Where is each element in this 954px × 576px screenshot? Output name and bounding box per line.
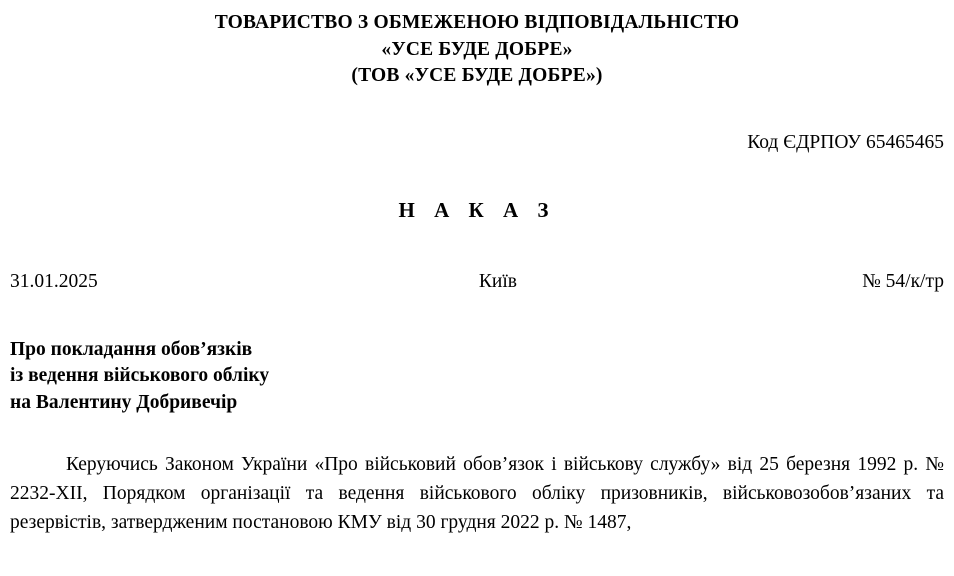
document-page — [0, 10, 954, 576]
subject-line-3: на Валентину Добривечір — [10, 392, 238, 414]
organization-name-line-1: ТОВАРИСТВО З ОБМЕЖЕНОЮ ВІДПОВІДАЛЬНІСТЮ — [214, 12, 740, 33]
subject-line-1: Про покладання обов’язків — [10, 338, 253, 360]
organization-short-name-line: (ТОВ «УСЕ БУДЕ ДОБРЕ») — [351, 65, 603, 87]
edrpou-code: Код ЄДРПОУ 65465465 — [747, 131, 944, 153]
subject-line-2: із ведення військового обліку — [10, 365, 270, 387]
document-subject — [8, 337, 946, 418]
document-number: № 54/к/тр — [862, 270, 944, 292]
organization-name-line-2: «УСЕ БУДЕ ДОБРЕ» — [381, 38, 573, 60]
document-meta-row — [8, 271, 946, 293]
document-city: Київ — [478, 270, 517, 292]
document-title: Н А К А З — [398, 197, 556, 222]
organization-header — [8, 10, 946, 90]
document-date: 31.01.2025 — [10, 270, 98, 292]
document-body-paragraph: Керуючись Законом України «Про військовий обов’язок і військову службу» від 25 березня 1992 р. № 2232-XII, Порядком організації та ведення військового обліку призовників, військовозобов’язаних та резервістів, затвердженим постановою КМУ від 30 грудня 2022 р. № 1487, — [10, 454, 944, 533]
